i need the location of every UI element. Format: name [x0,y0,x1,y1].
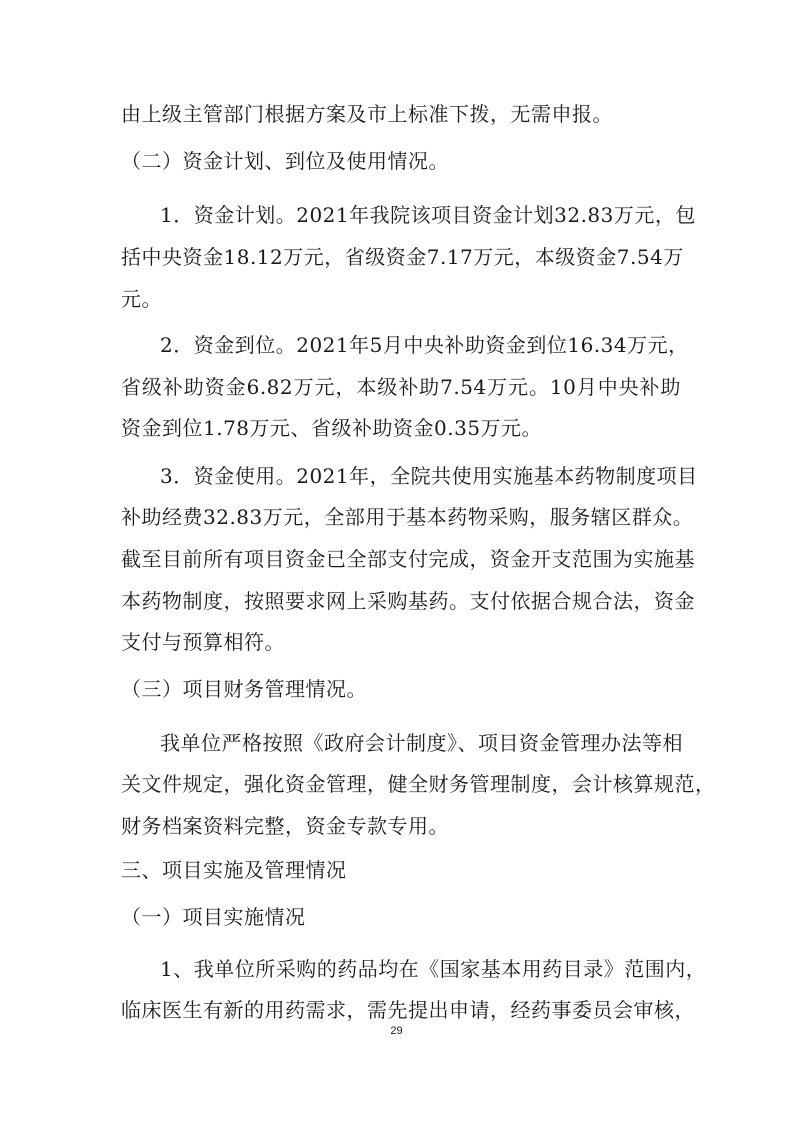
paragraph-line: 1．资金计划。2021年我院该项目资金计划32.83万元，包 [160,203,696,227]
paragraph-line: 资金到位1.78万元、省级补助资金0.35万元。 [121,416,543,440]
paragraph-line: 1、我单位所采购的药品均在《国家基本用药目录》范围内， [160,957,707,981]
section-heading: （二）资金计划、到位及使用情况。 [121,149,449,173]
paragraph-line: 省级补助资金6.82万元，本级补助7.54万元。10月中央补助 [121,375,681,399]
paragraph-line: 财务档案资料完整，资金专款专用。 [121,814,449,838]
paragraph-line: 关文件规定，强化资金管理，健全财务管理制度，会计核算规范， [121,772,716,796]
paragraph-line: 2．资金到位。2021年5月中央补助资金到位16.34万元， [160,333,689,357]
chapter-heading: 三、项目实施及管理情况 [121,858,347,882]
section-heading: （一）项目实施情况 [121,905,306,929]
paragraph-line: 括中央资金18.12万元，省级资金7.17万元，本级资金7.54万 [121,245,684,269]
section-heading: （三）项目财务管理情况。 [121,677,367,701]
paragraph-line: 我单位严格按照《政府会计制度》、项目资金管理办法等相 [160,731,683,755]
paragraph-line: 临床医生有新的用药需求，需先提出申请，经药事委员会审核， [121,998,695,1022]
paragraph-line: 元。 [121,287,162,311]
paragraph-line: 截至目前所有项目资金已全部支付完成，资金开支范围为实施基 [121,547,695,571]
paragraph-line: 由上级主管部门根据方案及市上标准下拨，无需申报。 [121,102,613,126]
paragraph-line: 本药物制度，按照要求网上采购基药。支付依据合规合法，资金 [121,589,695,613]
paragraph-line: 3．资金使用。2021年，全院共使用实施基本药物制度项目 [160,464,698,488]
paragraph-line: 支付与预算相符。 [121,630,285,654]
paragraph-line: 补助经费32.83万元，全部用于基本药物采购，服务辖区群众。 [121,505,694,529]
page-number: 29 [390,1025,403,1037]
